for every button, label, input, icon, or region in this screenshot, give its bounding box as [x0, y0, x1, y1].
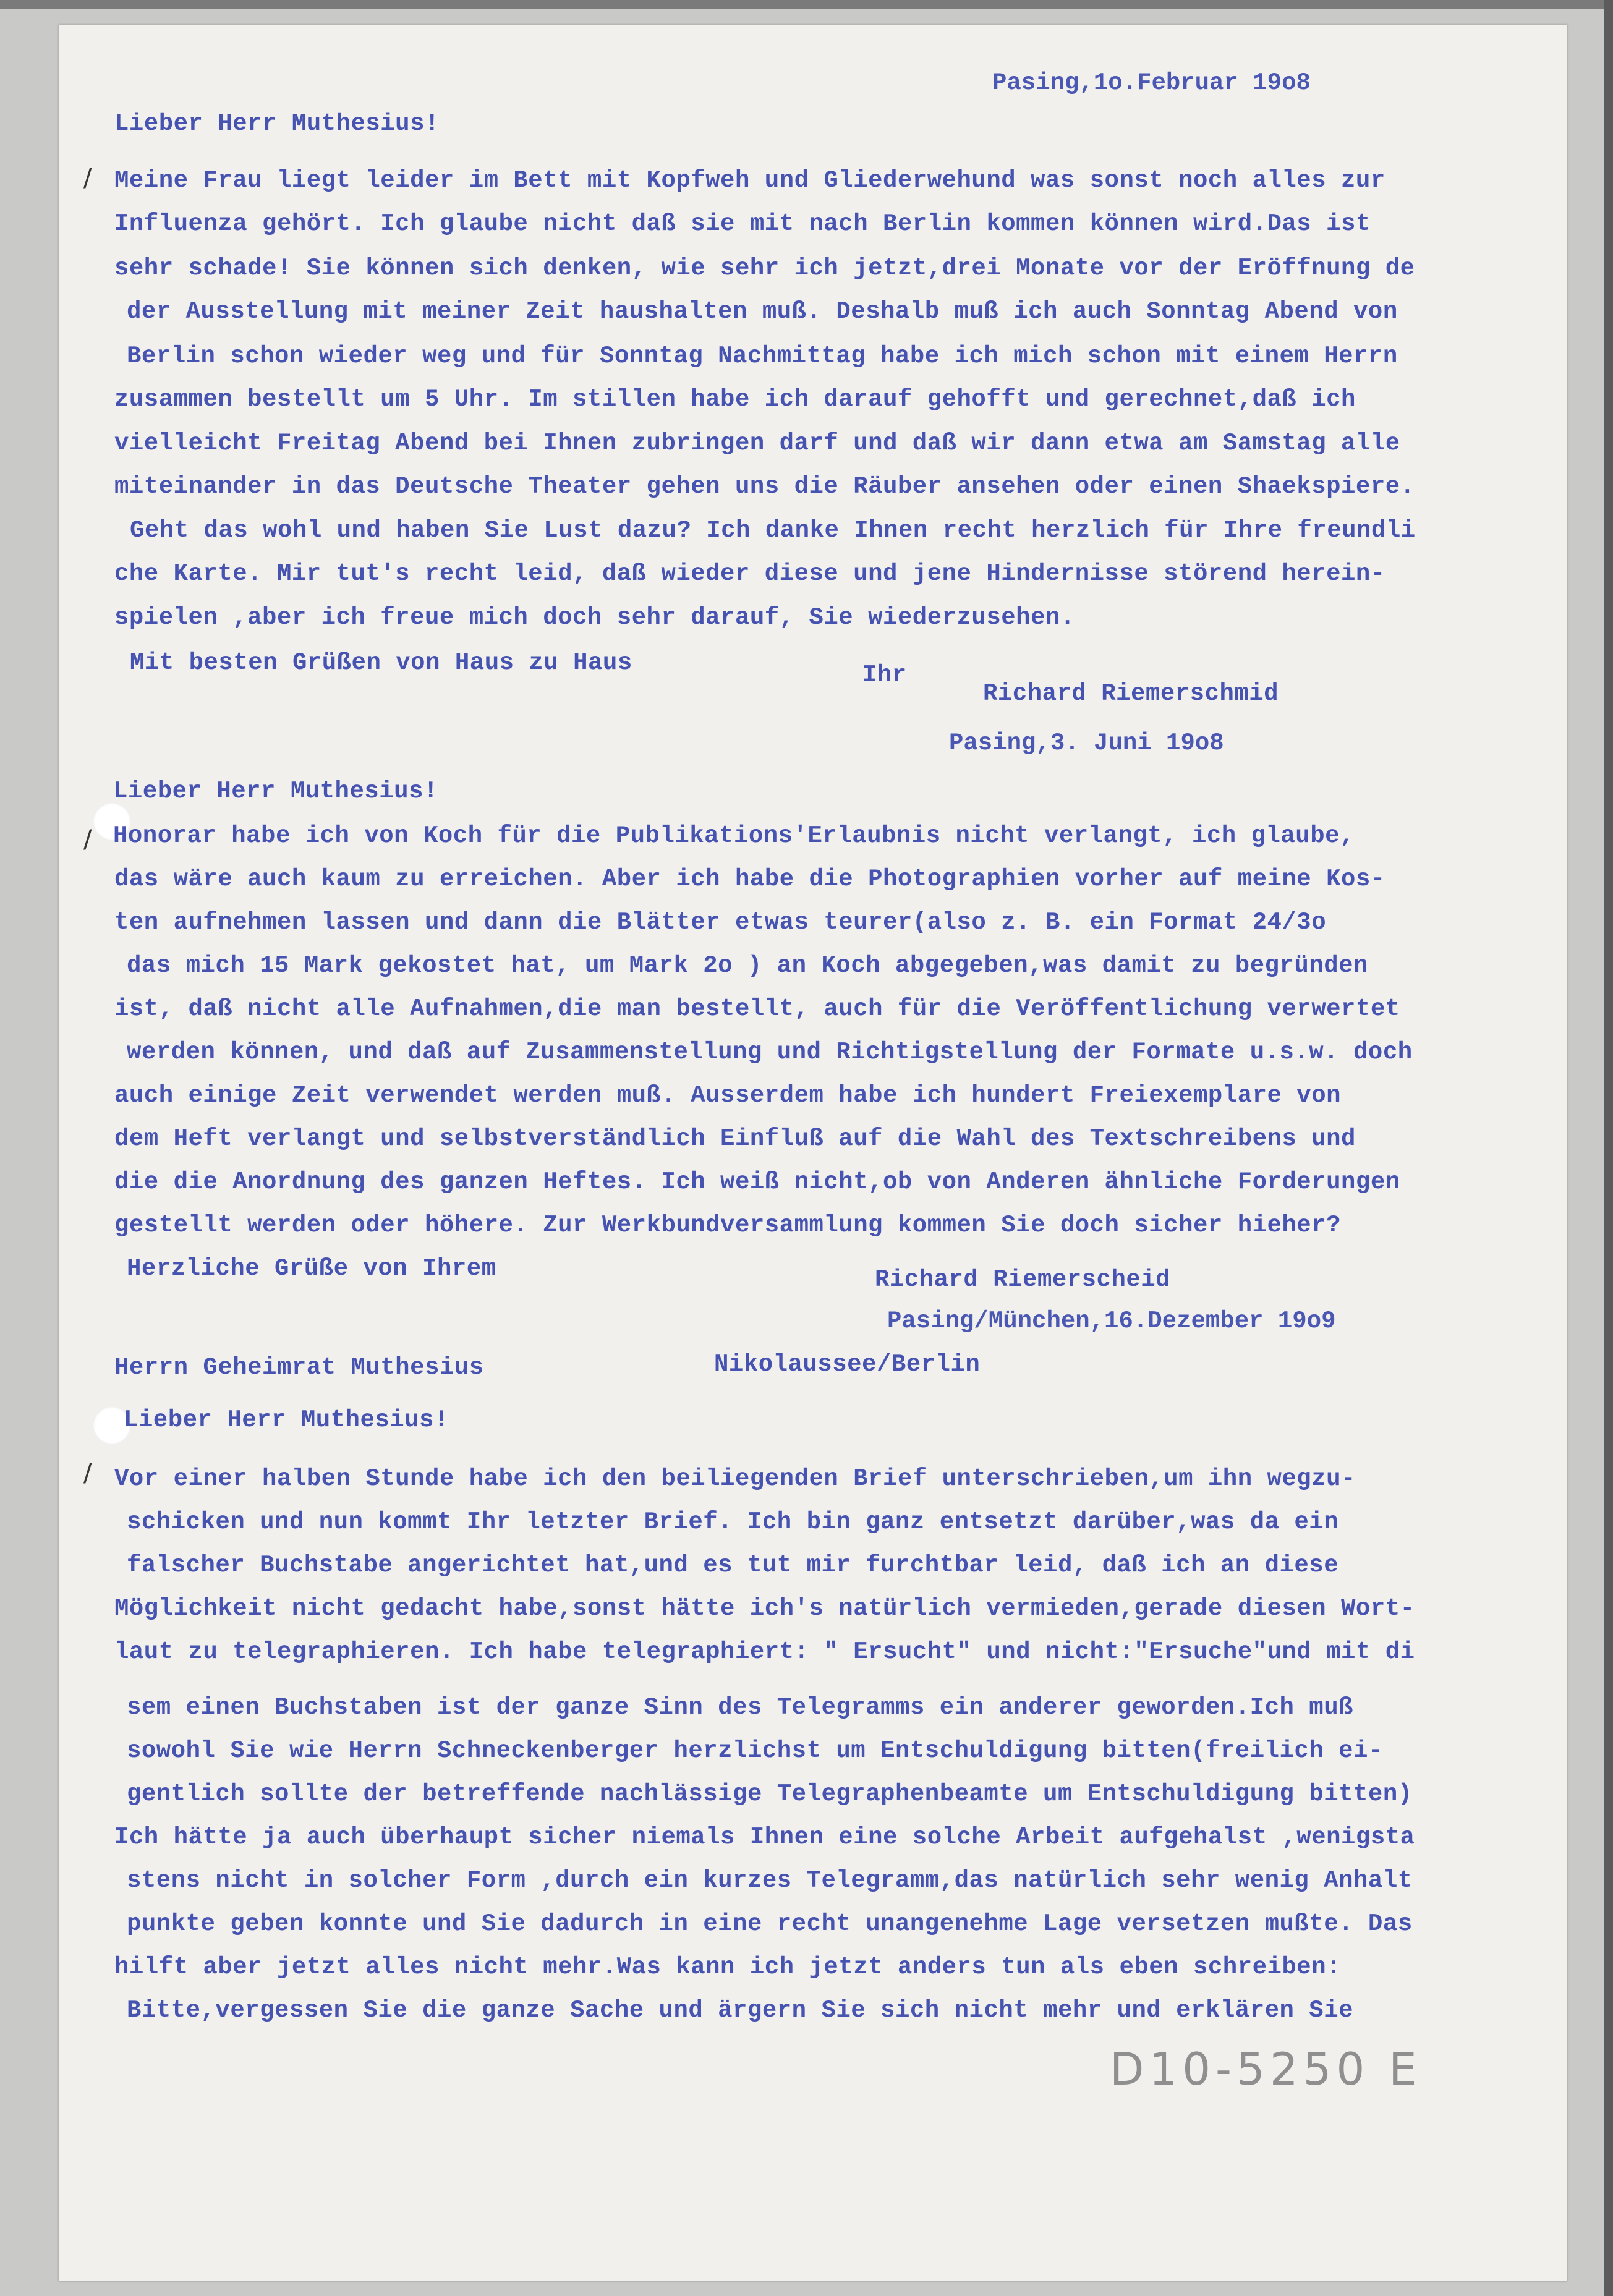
letter-3-body-line: Möglichkeit nicht gedacht habe,sonst hätte ich's natürlich vermieden,gerade diesen Wort-	[114, 1595, 1415, 1622]
letter-1-body-line: Mit besten Grüßen von Haus zu Haus	[130, 649, 632, 676]
letter-1-body-line: Geht das wohl und haben Sie Lust dazu? Ich danke Ihnen recht herzlich für Ihre freundli	[130, 517, 1416, 544]
letter-2-body-line: Herzliche Grüße von Ihrem	[127, 1255, 496, 1282]
letter-3-body-line: sowohl Sie wie Herrn Schneckenberger herzlichst um Entschuldigung bitten(freilich ei-	[127, 1737, 1383, 1764]
letter-2-signature: Richard Riemerscheid	[875, 1266, 1171, 1293]
letter-1-body-line: Meine Frau liegt leider im Bett mit Kopfweh und Gliederwehund was sonst noch alles zur	[114, 167, 1385, 194]
letter-1-body-line: sehr schade! Sie können sich denken, wie sehr ich jetzt,drei Monate vor der Eröffnung de	[114, 255, 1415, 282]
margin-tick-mark: /	[83, 1459, 92, 1487]
margin-tick-mark: /	[83, 164, 92, 192]
letter-1-body-line: der Ausstellung mit meiner Zeit haushalten muß. Deshalb muß ich auch Sonntag Abend von	[127, 298, 1398, 325]
letter-1-body-line: zusammen bestellt um 5 Uhr. Im stillen habe ich darauf gehofft und gerechnet,daß ich	[114, 386, 1356, 413]
letter-3-body-line: schicken und nun kommt Ihr letzter Brief. Ich bin ganz entsetzt darüber,was da ein	[127, 1508, 1339, 1536]
scan-top-edge	[0, 0, 1613, 9]
letter-1-body-line: Berlin schon wieder weg und für Sonntag Nachmittag habe ich mich schon mit einem Herrn	[127, 342, 1398, 370]
letter-2-body-line: das mich 15 Mark gekostet hat, um Mark 2o ) an Koch abgegeben,was damit zu begründen	[127, 952, 1368, 979]
margin-tick-mark: /	[83, 825, 92, 854]
letter-1-body-line: vielleicht Freitag Abend bei Ihnen zubringen darf und daß wir dann etwa am Samstag alle	[114, 430, 1400, 457]
letter-3-address-place: Nikolaussee/Berlin	[714, 1351, 981, 1378]
letter-1-salutation: Lieber Herr Muthesius!	[114, 110, 440, 137]
letter-1-body-line: miteinander in das Deutsche Theater gehen uns die Räuber ansehen oder einen Shaekspiere.	[114, 473, 1415, 500]
letter-3-body-line: falscher Buchstabe angerichtet hat,und es tut mir furchtbar leid, daß ich an diese	[127, 1552, 1339, 1579]
letter-2-body-line: das wäre auch kaum zu erreichen. Aber ich habe die Photographien vorher auf meine Kos-	[114, 865, 1385, 893]
letter-2-body-line: auch einige Zeit verwendet werden muß. Ausserdem habe ich hundert Freiexemplare von	[114, 1082, 1342, 1109]
letter-3-body-line: stens nicht in solcher Form ,durch ein kurzes Telegramm,das natürlich sehr wenig Anhalt	[127, 1867, 1413, 1894]
letter-1-body-line: che Karte. Mir tut's recht leid, daß wieder diese und jene Hindernisse störend herein-	[114, 560, 1385, 587]
letter-3-body-line: punkte geben konnte und Sie dadurch in eine recht unangenehme Lage versetzen mußte. Das	[127, 1910, 1413, 1937]
letter-3-dateline: Pasing/München,16.Dezember 19o9	[887, 1307, 1336, 1335]
letter-2-body-line: werden können, und daß auf Zusammenstellung und Richtigstellung der Formate u.s.w. doch	[127, 1039, 1413, 1066]
letter-3-body-line: Ich hätte ja auch überhaupt sicher niemals Ihnen eine solche Arbeit aufgehalst ,wenigsta	[114, 1824, 1415, 1851]
letter-3-body-line: sem einen Buchstaben ist der ganze Sinn des Telegramms ein anderer geworden.Ich muß	[127, 1694, 1354, 1721]
letter-2-body-line: Honorar habe ich von Koch für die Publikations'Erlaubnis nicht verlangt, ich glaube,	[113, 822, 1355, 849]
letter-1-body-line: spielen ,aber ich freue mich doch sehr darauf, Sie wiederzusehen.	[114, 604, 1075, 631]
letter-1-body-line: Influenza gehört. Ich glaube nicht daß sie mit nach Berlin kommen können wird.Das ist	[114, 210, 1371, 237]
archive-shelf-mark: D10-5250 E	[1110, 2043, 1422, 2095]
letter-1-closing: Ihr	[862, 661, 907, 689]
scan-right-edge	[1604, 0, 1613, 2296]
letter-3-salutation: Lieber Herr Muthesius!	[124, 1406, 449, 1434]
letter-1-signature: Richard Riemerschmid	[983, 680, 1279, 707]
letter-2-body-line: die die Anordnung des ganzen Heftes. Ich weiß nicht,ob von Anderen ähnliche Forderungen	[114, 1168, 1400, 1196]
letter-3-body-line: gentlich sollte der betreffende nachlässige Telegraphenbeamte um Entschuldigung bitten)	[127, 1780, 1413, 1808]
letter-3-body-line: hilft aber jetzt alles nicht mehr.Was kann ich jetzt anders tun als eben schreiben:	[114, 1954, 1342, 1981]
letter-2-dateline: Pasing,3. Juni 19o8	[949, 729, 1224, 757]
letter-3-body-line: Bitte,vergessen Sie die ganze Sache und ärgern Sie sich nicht mehr und erklären Sie	[127, 1997, 1354, 2024]
letter-3-body-line: laut zu telegraphieren. Ich habe telegraphiert: " Ersucht" und nicht:"Ersuche"und mit di	[114, 1638, 1415, 1665]
letter-2-body-line: ist, daß nicht alle Aufnahmen,die man bestellt, auch für die Veröffentlichung verwertet	[114, 995, 1400, 1023]
letter-2-body-line: gestellt werden oder höhere. Zur Werkbundversammlung kommen Sie doch sicher hieher?	[114, 1212, 1342, 1239]
letter-2-body-line: ten aufnehmen lassen und dann die Blätter etwas teurer(also z. B. ein Format 24/3o	[114, 909, 1327, 936]
letter-3-body-line: Vor einer halben Stunde habe ich den beiliegenden Brief unterschrieben,um ihn wegzu-	[114, 1465, 1356, 1492]
letter-2-salutation: Lieber Herr Muthesius!	[113, 778, 438, 805]
letter-1-dateline: Pasing,1o.Februar 19o8	[992, 69, 1311, 96]
letter-3-address-name: Herrn Geheimrat Muthesius	[114, 1354, 484, 1381]
letter-sheet	[59, 25, 1567, 2281]
letter-2-body-line: dem Heft verlangt und selbstverständlich Einfluß auf die Wahl des Textschreibens und	[114, 1125, 1356, 1152]
